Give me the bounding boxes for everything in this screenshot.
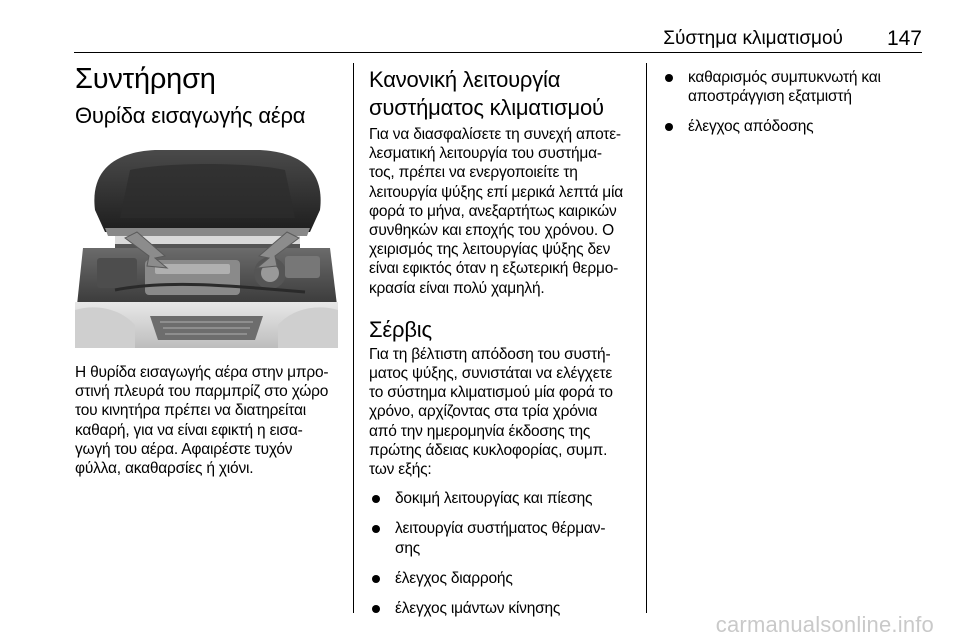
text-line: έλεγχος διαρροής xyxy=(395,569,513,587)
column-divider-2 xyxy=(646,63,647,613)
column-divider-1 xyxy=(353,63,354,613)
service-checklist-continued xyxy=(662,68,932,137)
text-line: Για τη βέλτιστη απόδοση του συστή- xyxy=(369,345,611,363)
left-column xyxy=(75,62,345,130)
service-paragraph xyxy=(369,345,644,479)
header-rule xyxy=(74,52,922,53)
text-line: τος, πρέπει να ενεργοποιείτε τη xyxy=(369,164,578,182)
text-line: καθαρισμός συμπυκνωτή και xyxy=(688,69,881,86)
text-line: φύλλα, ακαθαρσίες ή χιόνι. xyxy=(75,460,254,478)
list-item xyxy=(662,117,932,136)
service-checklist xyxy=(369,489,644,618)
operation-paragraph xyxy=(369,125,644,298)
text-line: χειρισμός της λειτουργίας ψύξης δεν xyxy=(369,241,611,259)
engine-bay-illustration-icon xyxy=(75,140,338,348)
bullet-icon xyxy=(372,525,380,533)
list-item xyxy=(369,519,644,557)
list-item xyxy=(369,569,644,588)
text-line: λεσματική λειτουργία του συστήμα- xyxy=(369,145,602,163)
text-line: έλεγχος απόδοσης xyxy=(688,118,814,136)
list-item xyxy=(369,489,644,508)
bullet-icon xyxy=(665,123,673,131)
text-line: των εξής: xyxy=(369,461,432,479)
heading-line: συστήματος κλιματισμού xyxy=(369,95,604,120)
text-line: χρόνο, αρχίζοντας στα τρία χρόνια xyxy=(369,403,598,421)
text-line: έλεγχος ιμάντων κίνησης xyxy=(395,600,561,618)
text-line: καθαρή, για να είναι εφικτή η εισα- xyxy=(75,421,303,439)
heading-line: Κανονική λειτουργία xyxy=(369,67,561,92)
text-line: αποστράγγιση εξατμιστή xyxy=(688,88,852,106)
text-line: από την ημερομηνία έκδοσης της xyxy=(369,422,591,440)
text-line: πρώτης άδειας κυκλοφορίας, συμπ. xyxy=(369,441,608,459)
text-line: Η θυρίδα εισαγωγής αέρα στην μπρο- xyxy=(75,364,329,381)
text-line: συνθηκών και εποχής του χρόνου. Ο xyxy=(369,222,614,240)
middle-column xyxy=(369,66,644,629)
bullet-icon xyxy=(372,575,380,583)
text-line: Για να διασφαλίσετε τη συνεχή αποτε- xyxy=(369,126,621,143)
running-header xyxy=(74,24,922,54)
subsection-heading: Θυρίδα εισαγωγής αέρα xyxy=(75,103,306,128)
text-line: στινή πλευρά του παρμπρίζ στο χώρο xyxy=(75,383,329,401)
page-number: 147 xyxy=(886,27,922,50)
text-line: ματος ψύξης, συνιστάται να ελέγχετε xyxy=(369,365,613,383)
bullet-icon xyxy=(372,495,380,503)
text-line: είναι εφικτός όταν η εξωτερική θερμο- xyxy=(369,260,619,278)
text-line: σης xyxy=(395,539,421,557)
text-line: λειτουργία συστήματος θέρμαν- xyxy=(395,520,606,538)
bullet-icon xyxy=(372,605,380,613)
watermark: carmanualsonline.info xyxy=(715,612,934,637)
bullet-icon xyxy=(665,74,673,82)
text-line: κρασία είναι πολύ χαμηλή. xyxy=(369,279,545,297)
service-heading: Σέρβις xyxy=(369,316,432,342)
text-line: δοκιμή λειτουργίας και πίεσης xyxy=(395,490,593,508)
text-line: το σύστημα κλιματισμού μία φορά το xyxy=(369,384,613,402)
section-heading: Συντήρηση xyxy=(75,63,216,95)
left-paragraph xyxy=(75,363,350,478)
section-title: Σύστημα κλιματισμού xyxy=(663,28,843,49)
right-column xyxy=(662,68,932,148)
text-line: του κινητήρα πρέπει να διατηρείται xyxy=(75,402,306,420)
text-line: λειτουργία ψύξης επί μερικά λεπτά μία xyxy=(369,183,623,201)
text-line: γωγή του αέρα. Αφαιρέστε τυχόν xyxy=(75,440,293,458)
text-line: φορά το μήνα, ανεξαρτήτως καιρικών xyxy=(369,202,617,220)
list-item xyxy=(369,599,644,618)
list-item xyxy=(662,68,932,106)
